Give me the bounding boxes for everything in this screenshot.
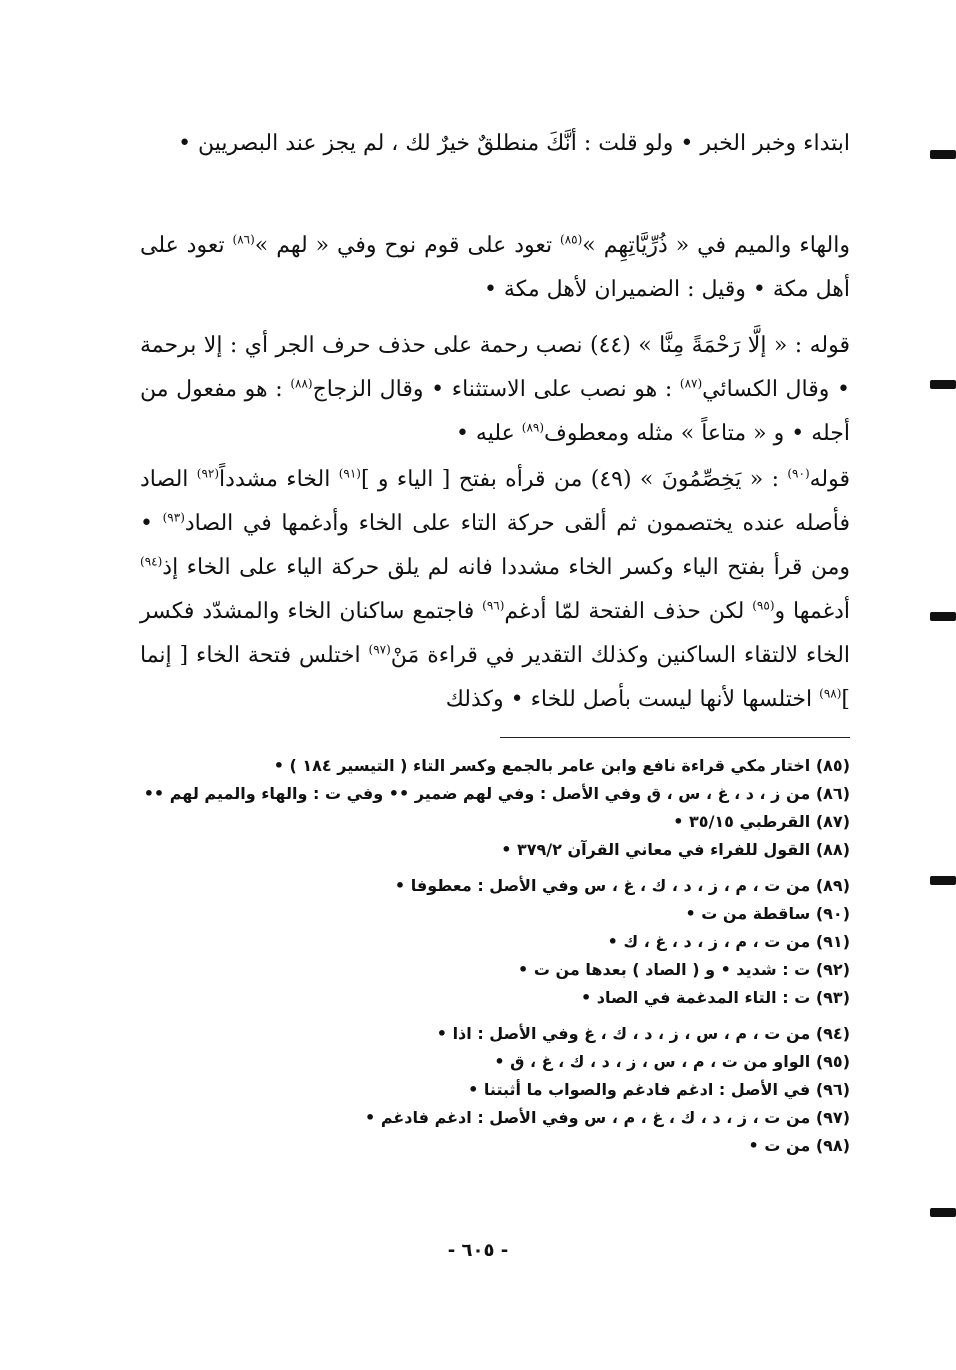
body-paragraph xyxy=(140,458,850,722)
footnote-text: اختار مكي قراءة نافع وابن عامر بالجمع وكسر التاء ( التيسير ١٨٤ ) • xyxy=(273,756,811,775)
footnote-marker: (٩٦) xyxy=(482,598,505,613)
footnote xyxy=(140,1132,850,1160)
footnote-text: من ت ، م ، ز ، د ، ك ، غ ، س وفي الأصل : معطوفا • xyxy=(394,876,811,895)
footnote-text: من ت ، م ، س ، ز ، د ، ك ، غ وفي الأصل : اذا • xyxy=(436,1024,811,1043)
body-text-run: قوله : « إلَّا رَحْمَةً مِنَّا » (٤٤) نصب رحمة على حذف حرف الجر أي : إلا برحمة • وقال الكسائي xyxy=(140,333,850,402)
footnote-text: من ت ، م ، ز ، د ، غ ، ك • xyxy=(607,932,811,951)
footnote-number: (٨٩) xyxy=(815,876,850,895)
footnote-number: (٩٦) xyxy=(815,1080,850,1099)
footnote-marker: (٨٥) xyxy=(560,232,583,247)
body-text-run: الخاء مشدداً xyxy=(219,467,339,492)
body-text-run: عليه • xyxy=(455,421,522,446)
footnote-number: (٨٨) xyxy=(815,840,850,859)
footnote-number: (٩٢) xyxy=(815,960,850,979)
footnote-marker: (٩٧) xyxy=(368,642,391,657)
body-text-run: اختلسها لأنها ليست بأصل للخاء • وكذلك xyxy=(445,687,820,712)
body-paragraph xyxy=(140,324,850,456)
footnote xyxy=(140,780,850,808)
page-number: - ٦٠٥ - xyxy=(447,1240,509,1261)
footnote-number: (٩٧) xyxy=(815,1108,850,1127)
footnote xyxy=(140,752,850,780)
body-text-run: والهاء والميم في « ذُرِّيَّاتِهِم » xyxy=(582,233,850,258)
body-text-run: ابتداء وخبر الخبر • ولو قلت : أنَّكَ منطلقٌ خيرٌ لك ، لم يجز عند البصريين • xyxy=(178,131,850,156)
binding-mark xyxy=(930,380,956,389)
footnote-text: في الأصل : ادغم فادغم والصواب ما أثبتنا • xyxy=(468,1080,811,1099)
footnote xyxy=(140,900,850,928)
body-text-run: الصاد فأصله عنده يختصمون ثم ألقى حركة التاء على الخاء وأدغمها في الصاد xyxy=(140,467,850,536)
footnote-marker: (٩٥) xyxy=(752,598,775,613)
footnote-marker: (٩٢) xyxy=(196,466,220,481)
body-text-run: : هو مفعول من أجله • و « متاعاً » مثله ومعطوف xyxy=(140,377,850,446)
binding-mark xyxy=(930,876,956,885)
body-text-run: فاجتمع ساكنان الخاء والمشدّد فكسر الخاء لالتقاء الساكنين وكذلك التقدير في قراءة مَنْ xyxy=(140,599,851,668)
footnote-marker: (٩٨) xyxy=(819,686,842,701)
footnote-marker: (٩٠) xyxy=(787,466,810,481)
footnote-text: ساقطة من ت • xyxy=(685,904,811,923)
body-text-run: تعود على أهل مكة • وقيل : الضميران لأهل مكة • xyxy=(140,233,850,302)
footnote-number: (٩٣) xyxy=(815,988,850,1007)
body-text-run: اختلس فتحة الخاء [ إنما ] xyxy=(140,643,850,712)
footnote xyxy=(140,872,850,900)
body-text-run: : « يَخِصِّمُونَ » (٤٩) من قرأه بفتح [ الياء و ] xyxy=(360,467,788,492)
footnote-number: (٨٦) xyxy=(815,784,850,803)
footnote xyxy=(140,928,850,956)
footnote-text: الواو من ت ، م ، س ، ز ، د ، ك ، غ ، ق • xyxy=(494,1052,811,1071)
footnote-text: من ت • xyxy=(748,1136,811,1155)
footnote-text: القرطبي ٣٥/١٥ • xyxy=(673,812,811,831)
footnote-marker: (٩١) xyxy=(338,466,361,481)
footnote-number: (٩١) xyxy=(815,932,850,951)
footnote xyxy=(140,1020,850,1048)
footnote-marker: (٨٩) xyxy=(521,420,545,435)
footnote-text: ت : شديد • و ( الصاد ) بعدها من ت • xyxy=(518,960,811,979)
footnote-marker: (٨٦) xyxy=(232,232,255,247)
footnote xyxy=(140,984,850,1012)
body-text-run: أدغمها و xyxy=(774,599,851,624)
footnote-marker: (٨٨) xyxy=(290,376,313,391)
footnote-number: (٩٨) xyxy=(815,1136,850,1155)
footnote xyxy=(140,956,850,984)
body-text-run: تعود على قوم نوح وفي « لهم » xyxy=(254,233,561,258)
footnote xyxy=(140,1076,850,1104)
footnote-number: (٩٠) xyxy=(815,904,850,923)
footnote xyxy=(140,808,850,836)
footnote-marker: (٨٧) xyxy=(679,376,703,391)
footnote-number: (٩٥) xyxy=(815,1052,850,1071)
body-paragraph xyxy=(140,224,850,312)
footnote-marker: (٩٣) xyxy=(162,510,185,525)
footnote-text: من ت ، ز ، د ، ك ، غ ، م ، س وفي الأصل : ادغم فادغم • xyxy=(365,1108,811,1127)
footnote xyxy=(140,836,850,864)
footnote-number: (٩٤) xyxy=(815,1024,850,1043)
binding-mark xyxy=(930,612,956,621)
footnotes-section xyxy=(140,752,850,1160)
footnote-divider xyxy=(500,737,850,738)
binding-mark xyxy=(930,150,956,159)
footnote-marker: (٩٤) xyxy=(140,554,163,569)
body-text-run: • ومن قرأ بفتح الياء وكسر الخاء مشددا فانه لم يلق حركة الياء على الخاء إذ xyxy=(140,511,850,580)
body-text-run: قوله xyxy=(809,467,851,492)
footnote-text: القول للفراء في معاني القرآن ٣٧٩/٢ • xyxy=(501,840,811,859)
binding-mark xyxy=(930,1208,956,1217)
body-paragraph xyxy=(140,122,850,166)
footnote-number: (٨٧) xyxy=(815,812,850,831)
footnote xyxy=(140,1104,850,1132)
footnote-text: ت : التاء المدغمة في الصاد • xyxy=(580,988,811,1007)
body-text-run: : هو نصب على الاستثناء • وقال الزجاج xyxy=(312,377,680,402)
footnote-text: من ز ، د ، غ ، س ، ق وفي الأصل : وفي لهم ضمير •• وفي ت : والهاء والميم لهم •• xyxy=(143,784,811,803)
body-text-run: لكن حذف الفتحة لمّا أدغم xyxy=(504,599,753,624)
footnote xyxy=(140,1048,850,1076)
footnote-number: (٨٥) xyxy=(815,756,850,775)
